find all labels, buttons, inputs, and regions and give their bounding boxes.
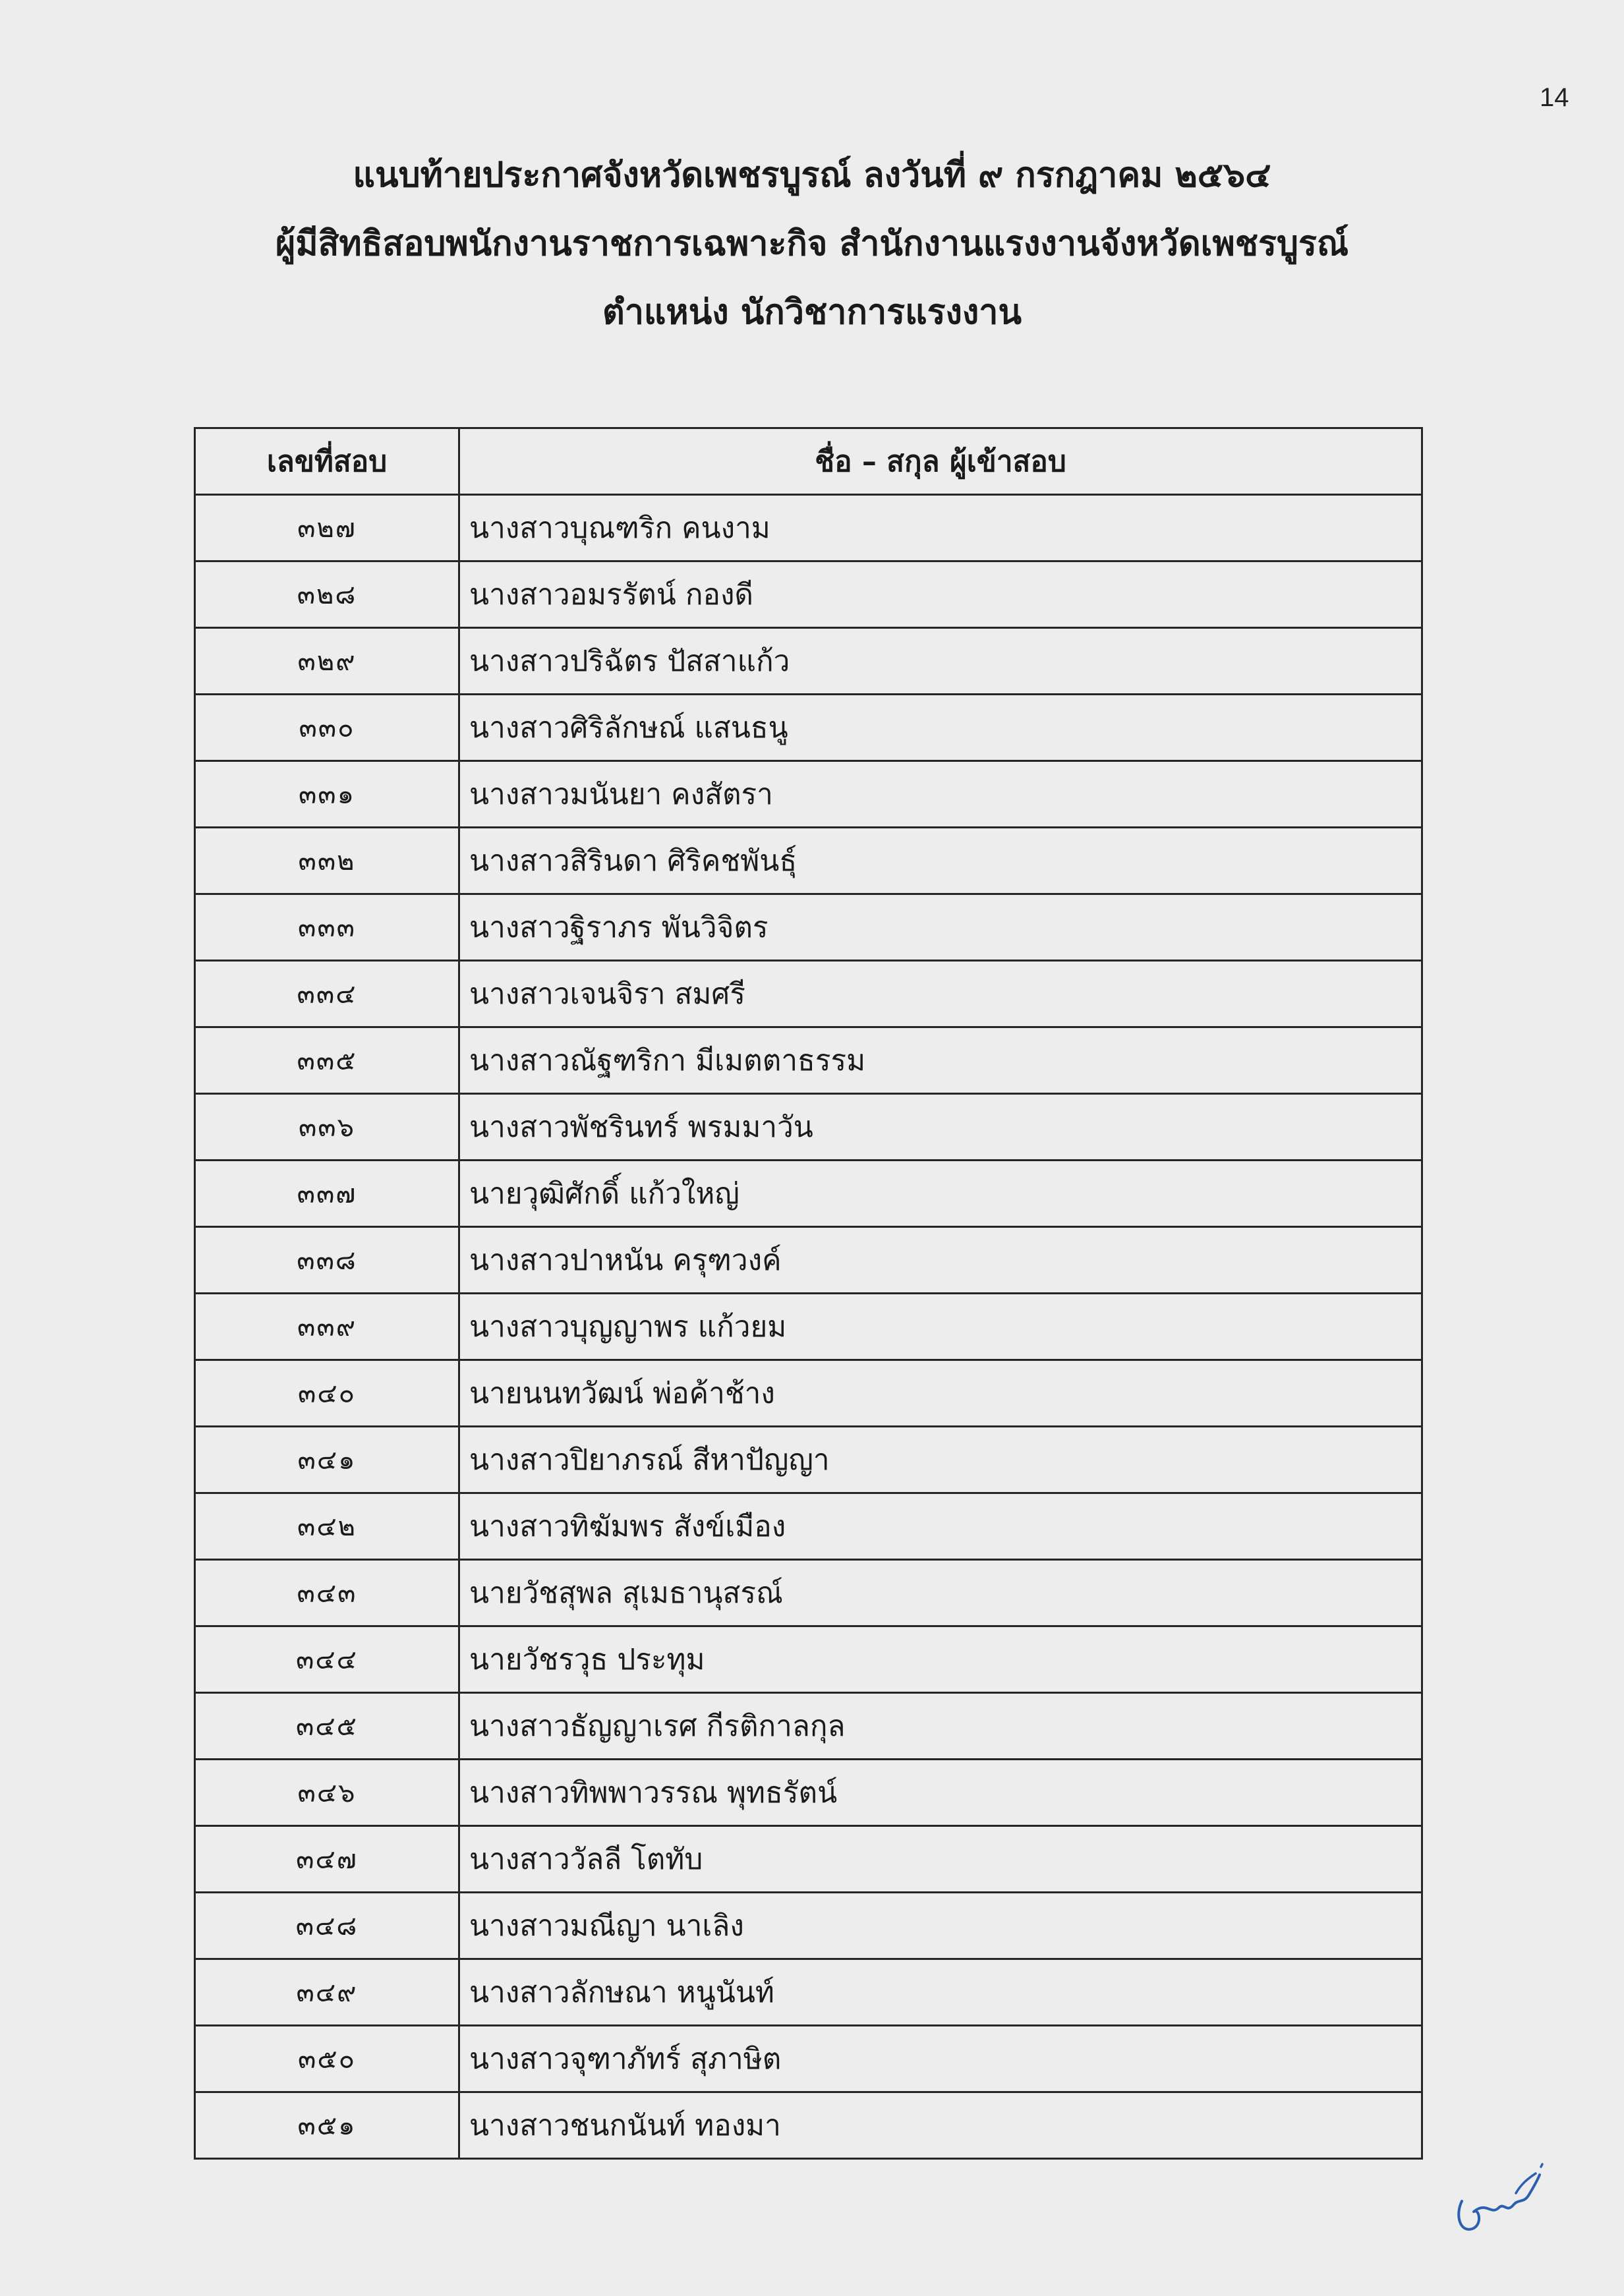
exam-number: ๓๔๓ xyxy=(195,1560,459,1626)
column-header-candidate-name: ชื่อ – สกุล ผู้เข้าสอบ xyxy=(459,428,1422,495)
table-row xyxy=(195,1161,1422,1227)
exam-number: ๓๔๘ xyxy=(195,1893,459,1959)
table-row xyxy=(195,761,1422,828)
candidate-name: นายวุฒิศักดิ์ แก้วใหญ่ xyxy=(459,1161,1422,1227)
column-header-exam-number: เลขที่สอบ xyxy=(195,428,459,495)
exam-number: ๓๔๖ xyxy=(195,1760,459,1826)
table-row xyxy=(195,495,1422,561)
table-row xyxy=(195,1227,1422,1294)
candidate-name: นางสาวฐิราภร พันวิจิตร xyxy=(459,894,1422,961)
exam-number: ๓๓๔ xyxy=(195,961,459,1027)
exam-number: ๓๔๑ xyxy=(195,1427,459,1493)
heading-line-eligible: ผู้มีสิทธิสอบพนักงานราชการเฉพาะกิจ สำนักงานแรงงานจังหวัดเพชรบูรณ์ xyxy=(275,224,1349,264)
candidate-name: นางสาวปาหนัน ครุฑวงค์ xyxy=(459,1227,1422,1294)
page-number: 14 xyxy=(1540,83,1569,112)
candidate-name: นางสาวทิฆัมพร สังข์เมือง xyxy=(459,1493,1422,1560)
table-row xyxy=(195,828,1422,894)
candidate-table xyxy=(194,427,1423,2160)
table-header-row xyxy=(195,428,1422,495)
table-row xyxy=(195,1360,1422,1427)
table-row xyxy=(195,1427,1422,1493)
exam-number: ๓๒๘ xyxy=(195,561,459,628)
candidate-name: นางสาวณัฐฑริกา มีเมตตาธรรม xyxy=(459,1027,1422,1094)
table-row xyxy=(195,1826,1422,1893)
exam-number: ๓๔๐ xyxy=(195,1360,459,1427)
candidate-name: นางสาววัลลี โตทับ xyxy=(459,1826,1422,1893)
candidate-name: นางสาวบุณฑริก คนงาม xyxy=(459,495,1422,561)
candidate-name: นางสาวมนันยา คงสัตรา xyxy=(459,761,1422,828)
heading-line-announcement: แนบท้ายประกาศจังหวัดเพชรบูรณ์ ลงวันที่ ๙ กรกฎาคม ๒๕๖๔ xyxy=(353,156,1271,195)
table-row xyxy=(195,1294,1422,1360)
exam-number: ๓๓๑ xyxy=(195,761,459,828)
candidate-name: นางสาวพัชรินทร์ พรมมาวัน xyxy=(459,1094,1422,1161)
table-row xyxy=(195,2092,1422,2159)
exam-number: ๓๕๐ xyxy=(195,2026,459,2092)
table-row xyxy=(195,1959,1422,2026)
exam-number: ๓๓๙ xyxy=(195,1294,459,1360)
table-row xyxy=(195,561,1422,628)
candidate-name: นางสาวมณีญา นาเลิง xyxy=(459,1893,1422,1959)
table-row xyxy=(195,961,1422,1027)
signature-stroke xyxy=(1459,2175,1540,2229)
candidate-name: นางสาวศิริลักษณ์ แสนธนู xyxy=(459,695,1422,761)
candidate-name: นางสาวอมรรัตน์ กองดี xyxy=(459,561,1422,628)
table-row xyxy=(195,1094,1422,1161)
exam-number: ๓๓๕ xyxy=(195,1027,459,1094)
exam-number: ๓๓๗ xyxy=(195,1161,459,1227)
exam-number: ๓๓๘ xyxy=(195,1227,459,1294)
candidate-name: นางสาวชนกนันท์ ทองมา xyxy=(459,2092,1422,2159)
exam-number: ๓๔๕ xyxy=(195,1693,459,1760)
candidate-name: นางสาวสิรินดา ศิริคชพันธุ์ xyxy=(459,828,1422,894)
candidate-name: นางสาวจุฑาภัทร์ สุภาษิต xyxy=(459,2026,1422,2092)
candidate-name: นางสาวทิพพาวรรณ พุทธรัตน์ xyxy=(459,1760,1422,1826)
candidate-name: นายวัชสุพล สุเมธานุสรณ์ xyxy=(459,1560,1422,1626)
exam-number: ๓๓๖ xyxy=(195,1094,459,1161)
candidate-name: นางสาวปริฉัตร ปัสสาแก้ว xyxy=(459,628,1422,695)
candidate-name: นางสาวธัญญาเรศ กีรติกาลกุล xyxy=(459,1693,1422,1760)
table-row xyxy=(195,894,1422,961)
table-row xyxy=(195,1893,1422,1959)
table-row xyxy=(195,1626,1422,1693)
candidate-name: นายวัชรวุธ ประทุม xyxy=(459,1626,1422,1693)
exam-number: ๓๕๑ xyxy=(195,2092,459,2159)
table-row xyxy=(195,1560,1422,1626)
table-row xyxy=(195,1693,1422,1760)
exam-number: ๓๒๗ xyxy=(195,495,459,561)
exam-number: ๓๔๙ xyxy=(195,1959,459,2026)
table-row xyxy=(195,1760,1422,1826)
exam-number: ๓๔๔ xyxy=(195,1626,459,1693)
exam-number: ๓๓๓ xyxy=(195,894,459,961)
candidate-name: นางสาวปิยาภรณ์ สีหาปัญญา xyxy=(459,1427,1422,1493)
candidate-name: นางสาวบุญญาพร แก้วยม xyxy=(459,1294,1422,1360)
handwritten-signature xyxy=(1450,2155,1549,2247)
document-heading xyxy=(0,141,1624,347)
table-row xyxy=(195,628,1422,695)
candidate-name: นายนนทวัฒน์ พ่อค้าช้าง xyxy=(459,1360,1422,1427)
exam-number: ๓๔๒ xyxy=(195,1493,459,1560)
exam-number: ๓๒๙ xyxy=(195,628,459,695)
table-row xyxy=(195,1493,1422,1560)
heading-line-position: ตำแหน่ง นักวิชาการแรงงาน xyxy=(602,293,1022,332)
exam-number: ๓๔๗ xyxy=(195,1826,459,1893)
table-body xyxy=(195,495,1422,2159)
candidate-name: นางสาวเจนจิรา สมศรี xyxy=(459,961,1422,1027)
table-row xyxy=(195,695,1422,761)
table-row xyxy=(195,2026,1422,2092)
exam-number: ๓๓๒ xyxy=(195,828,459,894)
candidate-name: นางสาวลักษณา หนูนันท์ xyxy=(459,1959,1422,2026)
exam-number: ๓๓๐ xyxy=(195,695,459,761)
table-row xyxy=(195,1027,1422,1094)
